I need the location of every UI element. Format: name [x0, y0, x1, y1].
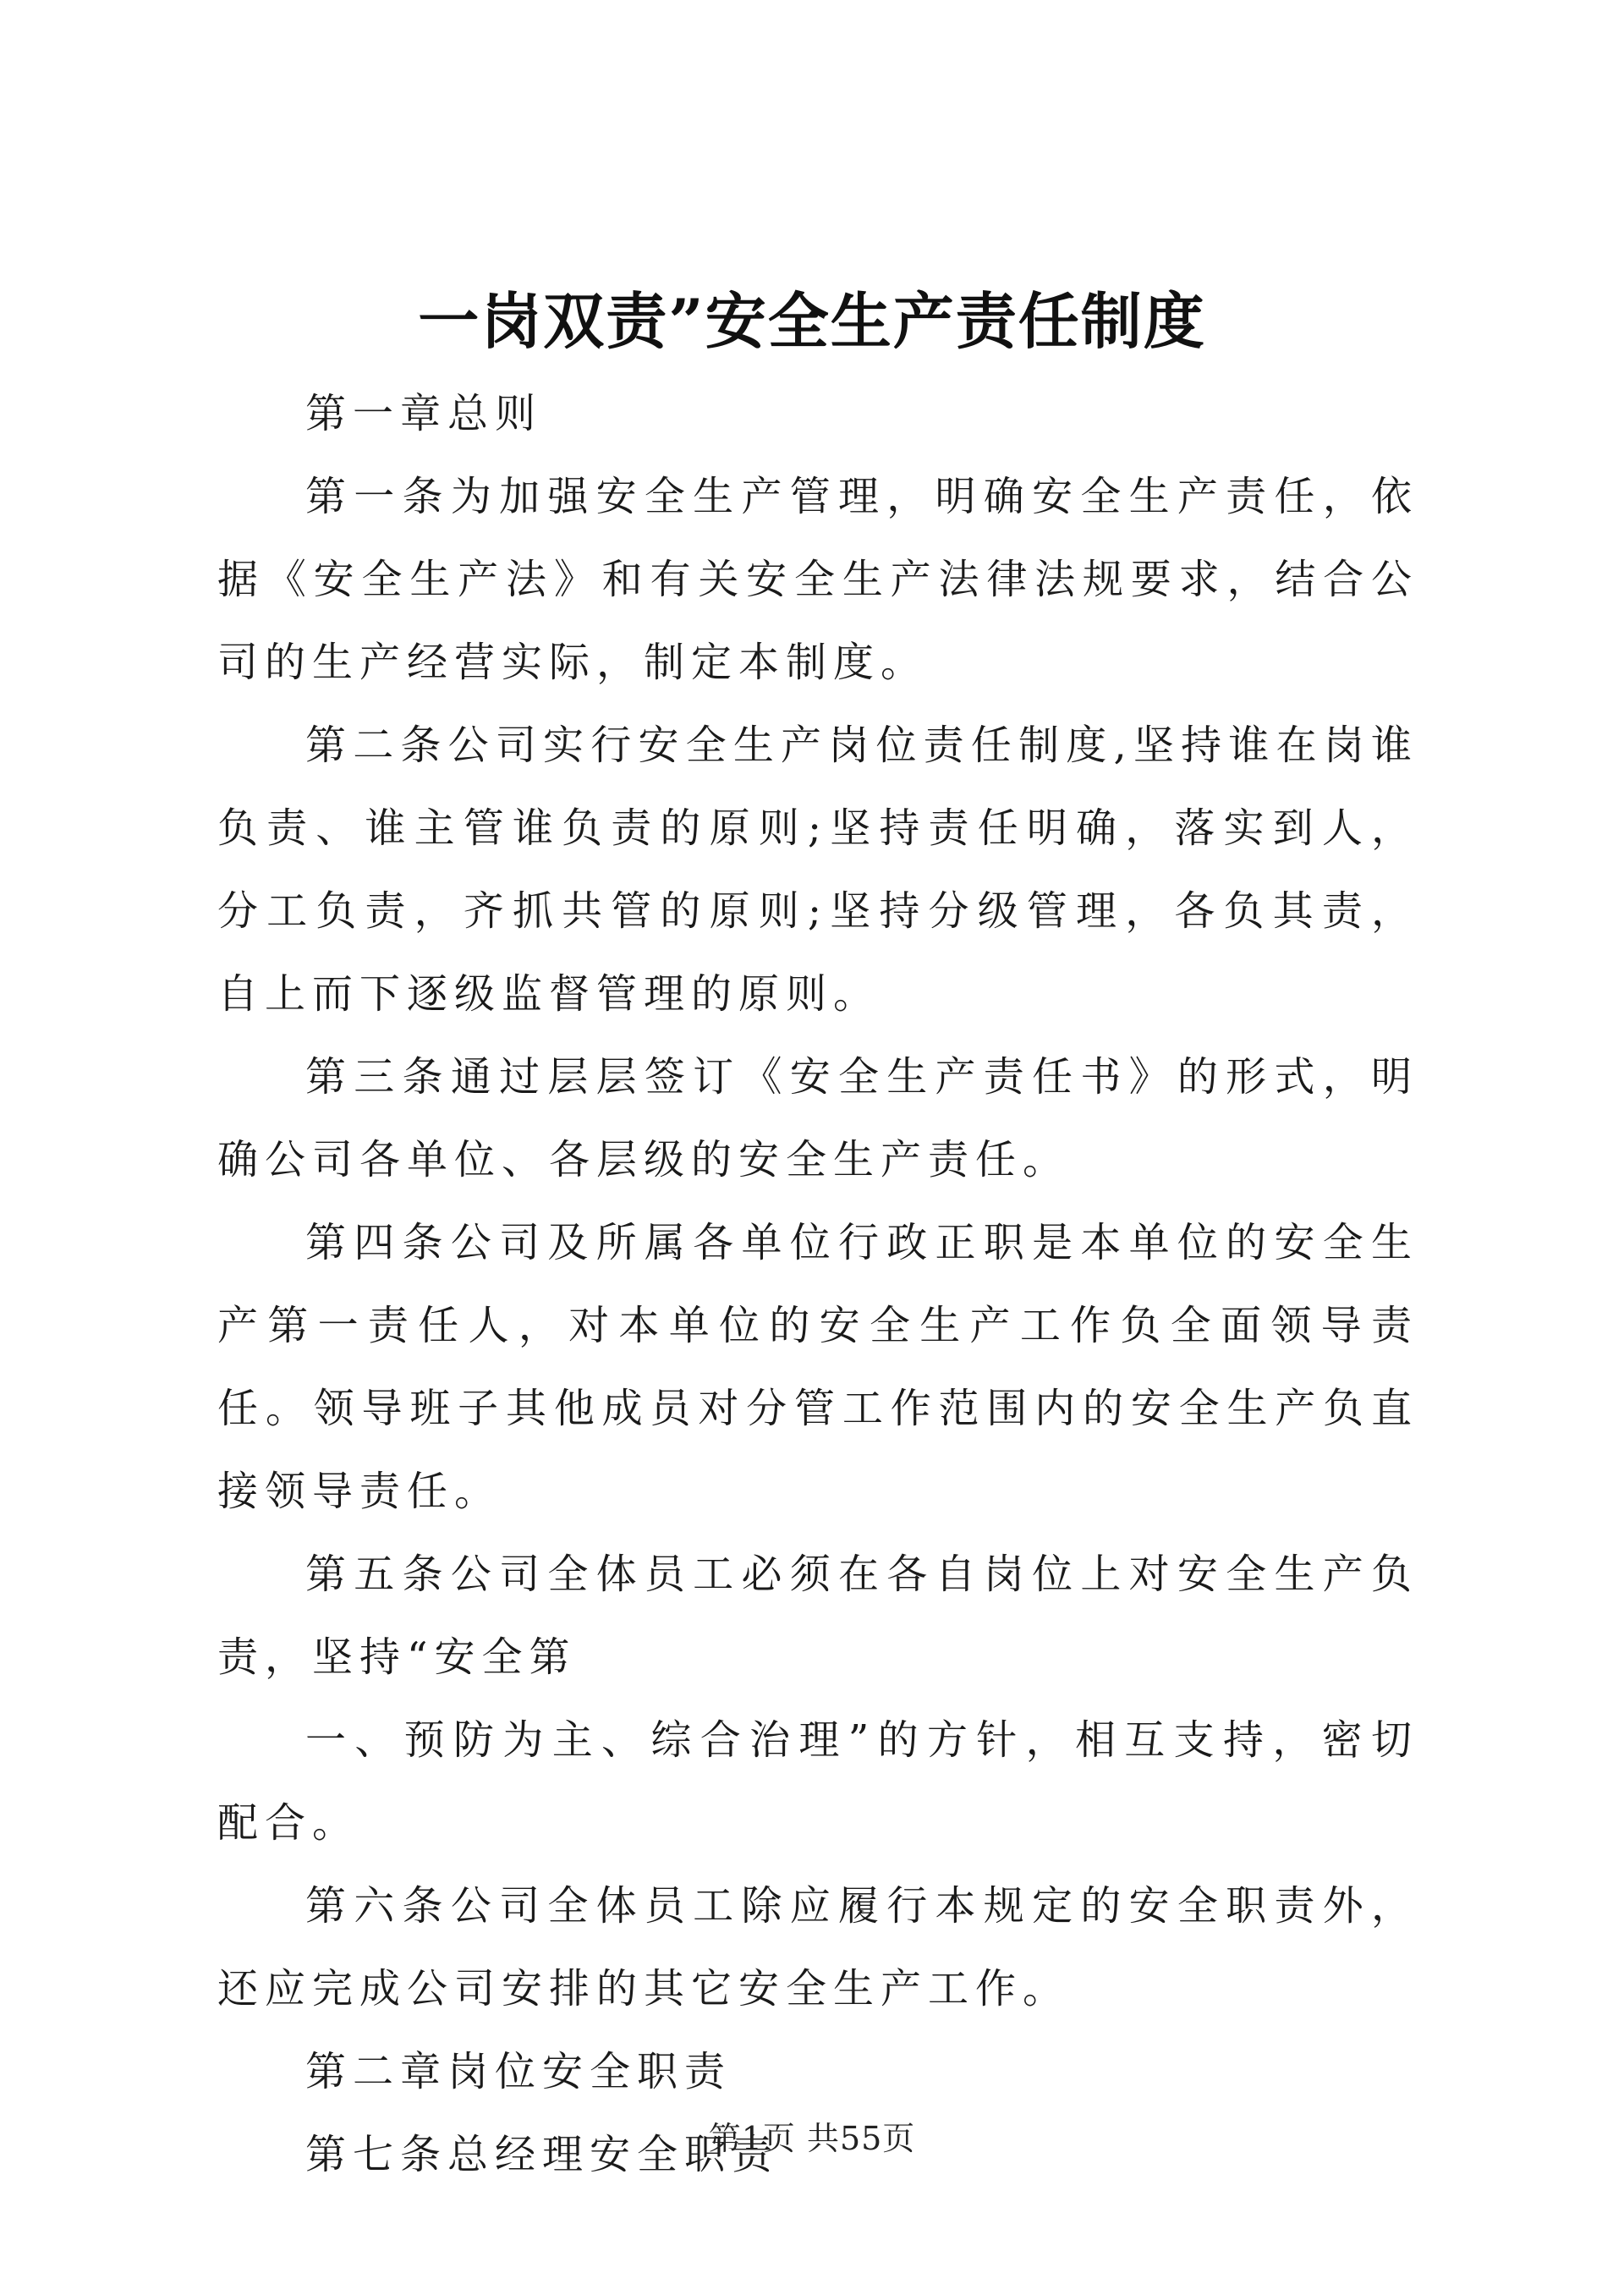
paragraph: 第二章岗位安全职责 [305, 2048, 732, 2095]
paragraph: 第四条公司及所属各单位行政正职是本单位的安全生产第一责任人，对本单位的安全生产工作负全面领导责任。领导班子其他成员对分管工作范围内的安全生产负直接领导责任。 [217, 1219, 1418, 1515]
paragraph: 一、预防为主、综合治理”的方针，相互支持，密切配合。 [217, 1716, 1418, 1847]
paragraph: 第五条公司全体员工必须在各自岗位上对安全生产负责，坚持“安全第 [217, 1551, 1418, 1681]
document-title: 一岗双责”安全生产责任制度 [418, 285, 1206, 357]
paragraph: 第三条通过层层签订《安全生产责任书》的形式，明确公司各单位、各层级的安全生产责任。 [217, 1053, 1418, 1183]
paragraph: 第一章总则 [305, 390, 543, 437]
paragraph: 第六条公司全体员工除应履行本规定的安全职责外，还应完成公司安排的其它安全生产工作。 [217, 1882, 1418, 2012]
paragraph: 第七条总经理安全职责 [305, 2131, 780, 2178]
document-body [217, 372, 1418, 2196]
page-number-footer: 第1页 共55页 [708, 2120, 916, 2157]
paragraph: 第二条公司实行安全生产岗位责任制度,坚持谁在岗谁负责、谁主管谁负责的原则;坚持责任明确，落实到人，分工负责，齐抓共管的原则;坚持分级管理，各负其责，自上而下逐级监督管理的原则。 [217, 722, 1418, 1018]
paragraph: 第一条为加强安全生产管理，明确安全生产责任，依据《安全生产法》和有关安全生产法律法规要求，结合公司的生产经营实际，制定本制度。 [217, 473, 1418, 686]
